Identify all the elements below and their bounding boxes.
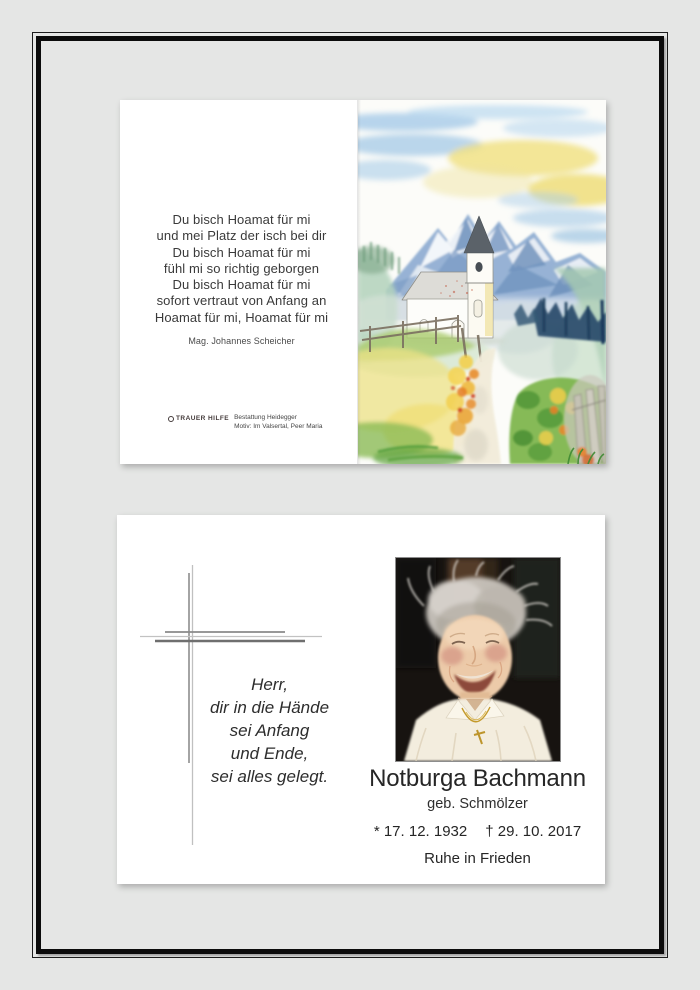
motif-line: Motiv: Im Valsertal, Peer Maria bbox=[234, 422, 323, 430]
maiden-name: geb. Schmölzer bbox=[427, 796, 528, 812]
publisher-info bbox=[234, 414, 322, 431]
poem-line: und mei Platz der isch bei dir bbox=[156, 228, 327, 244]
poem-block bbox=[120, 212, 363, 349]
trauerhilfe-logo-icon bbox=[168, 416, 174, 422]
memorial-card-inside-spread bbox=[120, 100, 606, 464]
verse-line: sei Anfang bbox=[229, 721, 310, 740]
poem-line: Hoamat für mi, Hoamat für mi bbox=[154, 309, 329, 325]
verse-line: dir in die Hände bbox=[209, 698, 330, 717]
verse-line: und Ende, bbox=[230, 744, 309, 763]
death-date: † 29. 10. 2017 bbox=[485, 823, 582, 840]
life-dates bbox=[367, 823, 588, 840]
poem-line: Du bisch Hoamat für mi bbox=[172, 277, 311, 293]
memorial-card-front bbox=[117, 515, 605, 884]
closing-phrase: Ruhe in Frieden bbox=[424, 850, 531, 867]
verse-block bbox=[162, 673, 377, 788]
portrait-photo bbox=[395, 557, 561, 762]
publisher-line: Bestattung Heidegger bbox=[234, 414, 297, 421]
card-fold-line bbox=[357, 100, 361, 464]
deceased-info bbox=[367, 765, 588, 867]
deceased-name: Notburga Bachmann bbox=[369, 765, 586, 792]
poem-line: Du bisch Hoamat für mi bbox=[172, 244, 311, 260]
poem-line: sofort vertraut von Anfang an bbox=[156, 293, 327, 309]
verse-line: sei alles gelegt. bbox=[210, 767, 329, 786]
watercolor-painting bbox=[358, 100, 606, 464]
poem-line: fühl mi so richtig geborgen bbox=[163, 260, 320, 276]
trauerhilfe-brand bbox=[168, 415, 229, 422]
poem-author: Mag. Johannes Scheicher bbox=[188, 336, 295, 347]
brand-label: TRAUER HILFE bbox=[176, 415, 230, 422]
poem-line: Du bisch Hoamat für mi bbox=[172, 212, 311, 227]
verse-line: Herr, bbox=[251, 675, 288, 694]
print-footer bbox=[168, 414, 322, 431]
birth-date: * 17. 12. 1932 bbox=[373, 823, 468, 840]
